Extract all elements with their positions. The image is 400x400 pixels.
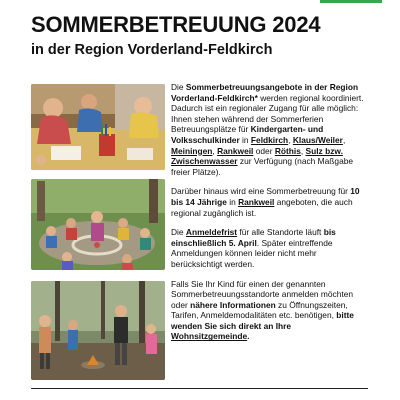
children-forest-campfire-photo xyxy=(31,281,165,380)
location-klaus-weiler: Klaus/Weiler xyxy=(292,134,343,145)
children-crafting-photo xyxy=(31,84,165,170)
more-info-highlight: nähere Informationen xyxy=(190,299,276,310)
text-span: Die xyxy=(171,82,186,92)
location-roethis: Röthis xyxy=(274,145,301,156)
age-range-highlight: 10 bis 14 Jährige xyxy=(171,186,360,207)
contact-paragraph xyxy=(171,279,368,343)
footer-divider xyxy=(31,388,368,389)
text-span: , xyxy=(342,134,346,145)
text-span: Falls Sie Ihr Kind für einen der genannten Sommerbetreuungsstandorte anmelden möchten oder xyxy=(171,278,354,310)
contact-instruction-highlight: bitte wenden Sie sich direkt an Ihre xyxy=(171,310,354,331)
text-span: angeboten, die auch regional zugänglich ist. xyxy=(171,196,353,218)
intro-paragraph xyxy=(171,82,368,177)
deadline-date-highlight: bis einschließlich 5. April xyxy=(171,227,336,248)
teen-paragraph xyxy=(171,186,368,218)
text-span: zur Verfügung (nach Maßgabe freier Plätze). xyxy=(171,156,354,177)
location-rankweil: Rankweil xyxy=(217,145,254,156)
location-feldkirch: Feldkirch xyxy=(250,134,289,145)
text-span: , xyxy=(300,145,306,156)
children-circle-outdoor-photo xyxy=(31,179,165,270)
text-span: , xyxy=(212,145,218,156)
text-span: Darüber hinaus wird eine Sommerbetreuung für xyxy=(171,186,351,197)
accent-bar xyxy=(320,0,382,3)
text-span: oder xyxy=(253,145,275,156)
location-sulz-zwischenwasser: Sulz bzw. Zwischenwasser xyxy=(171,145,343,167)
location-rankweil-teen: Rankweil xyxy=(238,196,275,207)
region-highlight: Sommerbetreuungsangebote in der Region Vorderland-Feldkirch* xyxy=(171,82,359,103)
text-span: . Später eintreffende Anmeldungen können leider nicht mehr berücksichtigt werden. xyxy=(171,237,333,269)
deadline-paragraph xyxy=(171,227,368,269)
text-span: Die xyxy=(171,227,186,238)
text-span: für alle Standorte läuft xyxy=(237,227,324,238)
text-span: in xyxy=(239,134,251,145)
body-text xyxy=(171,82,368,351)
text-span: in xyxy=(226,196,239,207)
location-meiningen: Meiningen xyxy=(171,145,213,156)
text-span: zu Öffnungszeiten, Tarifen, Anmeldemodalitäten etc. benötigen, xyxy=(171,299,348,321)
text-span: , xyxy=(288,134,293,145)
residence-municipality-label: Wohnsitzgemeinde xyxy=(171,331,248,342)
page-subtitle: in der Region Vorderland-Feldkirch xyxy=(31,42,273,58)
page-title: SOMMERBETREUUNG 2024 xyxy=(31,12,321,37)
text-span: . xyxy=(247,331,250,342)
text-span: werden regional koordiniert. Dadurch ist ein regionaler Zugang für alle möglich: Ihnen stehen während der Sommerferien Betreuungsplätze für xyxy=(171,92,364,135)
registration-deadline-label: Anmeldefrist xyxy=(185,227,238,238)
target-group-highlight: Kindergarten- und Volksschulkinder xyxy=(171,124,324,145)
